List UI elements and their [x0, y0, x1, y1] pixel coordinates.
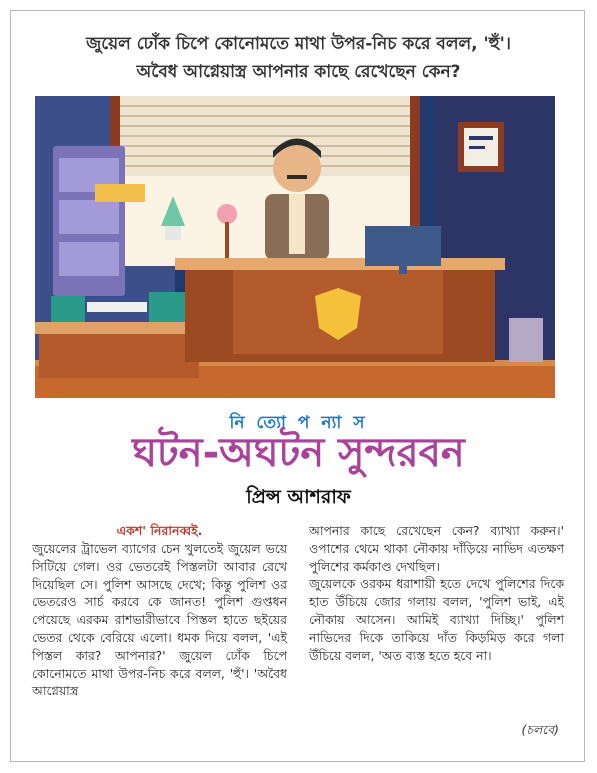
pull-quote-line-2: অবৈধ আগ্নেয়াস্ত্র আপনার কাছে রেখেছেন কেন?	[136, 62, 461, 82]
pull-quote	[20, 30, 577, 86]
left-column-text: জুয়েলের ট্রাভেল ব্যাগের চেন খুলতেই জুয়েল ভয়ে সিটিয়ে গেল। ওর ভেতরেই পিস্তলটা আবার রেখে দিয়েছিল সে। পুলিশ আসছে দেখে; কিন্তু পুলিশ ওর ভেতরেও সার্চ করবে কে জানত! পুলিশ গুপ্তধন পেয়েছে এরকম রাশভারীভাবে পিস্তল হাতে ছইয়ের ভেতর থেকে বেরিয়ে এলো। ধমক দিয়ে বলল, 'এই পিস্তল কার? আপনার?' জুয়েল ঢোঁক চিপে কোনোমতে মাথা উপর-নিচ করে বলল, 'হুঁ'। 'অবৈধ আগ্নেয়াস্ত্র	[32, 541, 287, 699]
series-label: নি ত্যো প ন্যা স	[229, 413, 368, 433]
left-column	[32, 522, 287, 700]
continued-label: (চলবে)	[521, 722, 559, 737]
chapter-number: একশ' নিরানব্বই.	[116, 523, 203, 538]
right-paragraph-1: আপনার কাছে রেখেছেন কেন? ব্যাখ্যা করুন।' ওপাশের থেমে থাকা নৌকায় দাঁড়িয়ে নাভিদ এতক্ষণ পুলিশের কর্মকাণ্ড দেখছিল।	[309, 523, 564, 574]
illustration-police-office	[35, 96, 555, 398]
author-name: প্রিন্স আশরাফ	[246, 486, 351, 508]
right-column	[309, 522, 564, 664]
right-paragraph-2: জুয়েলকে ওরকম ধরাশায়ী হতে দেখে পুলিশের দিকে হাত উঁচিয়ে জোর গলায় বলল, 'পুলিশ ভাই, এই নৌকায় আসেন। আমিই ব্যাখ্যা দিচ্ছি।' পুলিশ নাভিদের দিকে তাকিয়ে দাঁত কিড়মিড় করে গলা উঁচিয়ে বলল, 'অত ব্যস্ত হতে হবে না।	[309, 576, 564, 663]
pull-quote-line-1: জুয়েল ঢোঁক চিপে কোনোমতে মাথা উপর-নিচ করে বলল, 'হুঁ'।	[86, 34, 511, 54]
office-illustration-svg	[35, 96, 555, 398]
story-title: ঘটন-অঘটন সুন্দরবন	[132, 430, 465, 476]
